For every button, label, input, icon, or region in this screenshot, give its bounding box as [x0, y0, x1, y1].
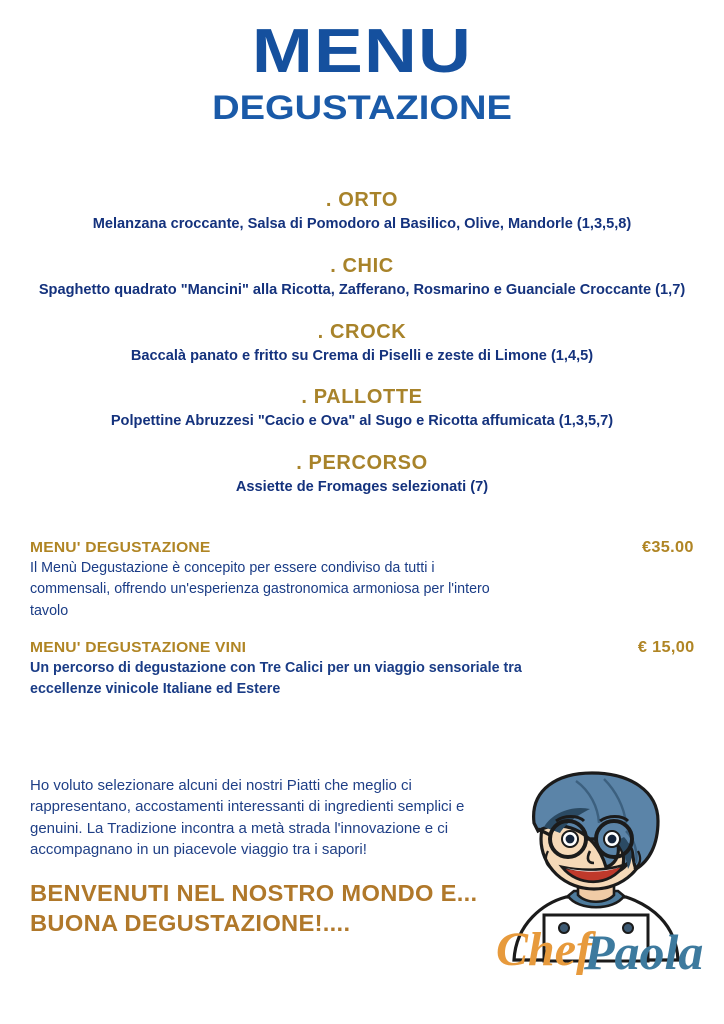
chef-paola-logo — [486, 765, 706, 990]
price-title: MENU' DEGUSTAZIONE VINI — [30, 638, 247, 656]
dish-item — [0, 385, 724, 432]
logo-script-chef: Chef — [496, 923, 592, 976]
dish-description: Baccalà panato e fritto su Crema di Piselli e zeste di Limone (1,4,5) — [130, 347, 594, 364]
dish-name: . PERCORSO — [296, 451, 428, 474]
dish-list — [0, 188, 724, 497]
dish-description: Polpettine Abruzzesi "Cacio e Ova" al Sugo e Ricotta affumicata (1,3,5,7) — [110, 413, 614, 430]
welcome-line-2: BUONA DEGUSTAZIONE!.... — [30, 910, 351, 937]
price-row — [30, 639, 694, 657]
welcome-message — [30, 878, 500, 939]
price-section — [0, 539, 724, 701]
page-subtitle: DEGUSTAZIONE — [212, 88, 512, 127]
dish-item — [0, 320, 724, 367]
price-description: Un percorso di degustazione con Tre Calici per un viaggio sensoriale tra eccellenze vinicole Italiane ed Estere — [30, 659, 522, 698]
price-block-degustazione — [30, 539, 694, 622]
chef-illustration-icon — [486, 765, 706, 990]
dish-name: . ORTO — [325, 189, 399, 212]
price-row — [30, 539, 694, 557]
chef-intro-text: Ho voluto selezionare alcuni dei nostri Piatti che meglio ci rappresentano, accostamenti interessanti di ingredienti semplici e genuini. La Tradizione incontra a metà strada l'innovazione e ci accompagnano in un piacevole viaggio tra i sapori! — [30, 777, 465, 859]
price-value: €35.00 — [642, 538, 694, 556]
page-title: MENU — [251, 17, 473, 86]
price-description: Il Menù Degustazione è concepito per essere condiviso da tutti i commensali, offrendo un'esperienza gastronomica armoniosa per l'intero tavolo — [30, 559, 490, 619]
footer-section — [30, 775, 704, 980]
dish-name: . CROCK — [317, 320, 407, 343]
price-title: MENU' DEGUSTAZIONE — [30, 538, 211, 556]
welcome-line-1: BENVENUTI NEL NOSTRO MONDO E... — [30, 879, 478, 906]
dish-item — [0, 254, 724, 301]
dish-name: . CHIC — [330, 254, 394, 277]
dish-name: . PALLOTTE — [301, 386, 423, 409]
dish-description: Spaghetto quadrato "Mancini" alla Ricotta, Zafferano, Rosmarino e Guanciale Croccante (1,7) — [38, 281, 686, 298]
price-value: € 15,00 — [637, 638, 694, 656]
price-block-vini — [30, 639, 694, 701]
dish-item — [0, 451, 724, 498]
dish-description: Assiette de Fromages selezionati (7) — [235, 478, 489, 495]
logo-script-paola: Paola — [584, 924, 704, 980]
menu-header — [0, 0, 724, 126]
dish-description: Melanzana croccante, Salsa di Pomodoro al Basilico, Olive, Mandorle (1,3,5,8) — [92, 216, 632, 233]
dish-item — [0, 188, 724, 235]
